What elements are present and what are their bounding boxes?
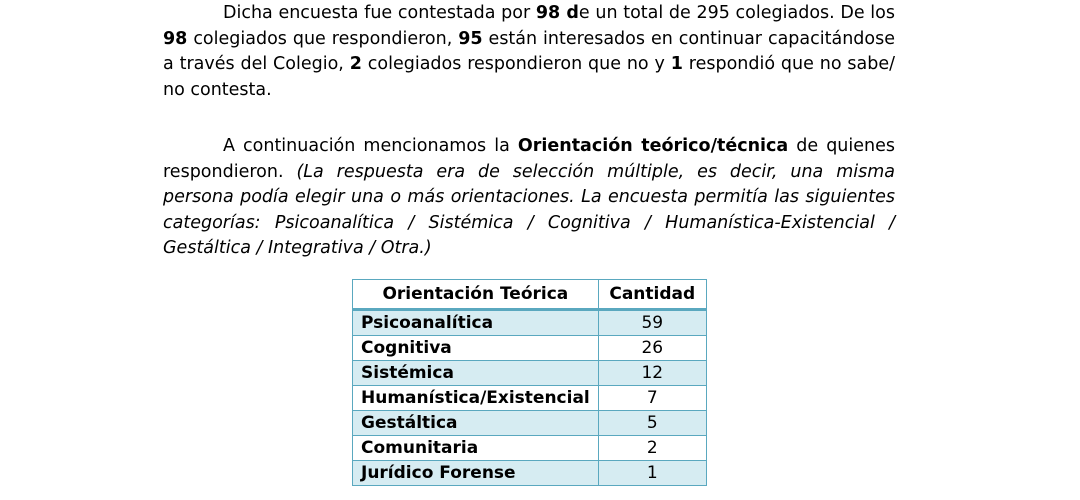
text-span: respondió que no sabe/ no contesta. (163, 54, 895, 100)
orientation-quantity: 59 (598, 310, 706, 336)
orientation-name: Jurídico Forense (353, 461, 599, 486)
orientation-name: Sistémica (353, 361, 599, 386)
bold-span: 95 (458, 28, 483, 49)
orientation-name: Gestáltica (353, 411, 599, 436)
table-row (353, 310, 707, 336)
table-row (353, 411, 707, 436)
orientation-name: Psicoanalítica (353, 310, 599, 336)
orientation-name: Cognitiva (353, 336, 599, 361)
table-row (353, 461, 707, 486)
bold-span: Orientación teórico/técnica (517, 136, 789, 156)
orientation-quantity: 26 (598, 336, 706, 361)
table-row (353, 336, 707, 361)
header-orientation: Orientación Teórica (353, 280, 599, 310)
text-span: de quienes respondieron. (163, 136, 895, 182)
italic-note: (La respuesta era de selección múltiple, es decir, una misma persona podía elegir una o más orientaciones. La encuesta permitía las siguientes categorías: Psicoanalítica / Sistémica / Cognitiva / Humanística-Existencial / Gestáltica / Integrativa / Otra.) (163, 161, 895, 258)
text-span: A continuación mencionamos la (223, 136, 518, 156)
orientation-table (352, 279, 707, 486)
bold-span: 98 d (535, 3, 579, 23)
text-span: colegiados respondieron que no y (361, 54, 671, 74)
orientation-quantity: 1 (598, 461, 706, 486)
orientation-intro-paragraph (163, 134, 895, 262)
text-span: están interesados en continuar capacitándose a través del Colegio, (163, 28, 895, 74)
bold-span: 98 (163, 28, 188, 49)
table-header-row (353, 280, 707, 310)
text-span: colegiados que respondieron, (187, 28, 459, 49)
bold-span: 1 (670, 54, 683, 74)
table-row (353, 361, 707, 386)
orientation-quantity: 12 (598, 361, 706, 386)
orientation-quantity: 5 (598, 411, 706, 436)
orientation-quantity: 7 (598, 386, 706, 411)
orientation-name: Comunitaria (353, 436, 599, 461)
text-span: e un total de 295 colegiados. De los (578, 3, 895, 23)
orientation-quantity: 2 (598, 436, 706, 461)
header-quantity: Cantidad (598, 280, 706, 310)
orientation-name: Humanística/Existencial (353, 386, 599, 411)
table-row (353, 386, 707, 411)
survey-response-paragraph (163, 1, 895, 103)
text-span: Dicha encuesta fue contestada por (223, 3, 536, 23)
bold-span: 2 (349, 54, 362, 74)
table-row (353, 436, 707, 461)
